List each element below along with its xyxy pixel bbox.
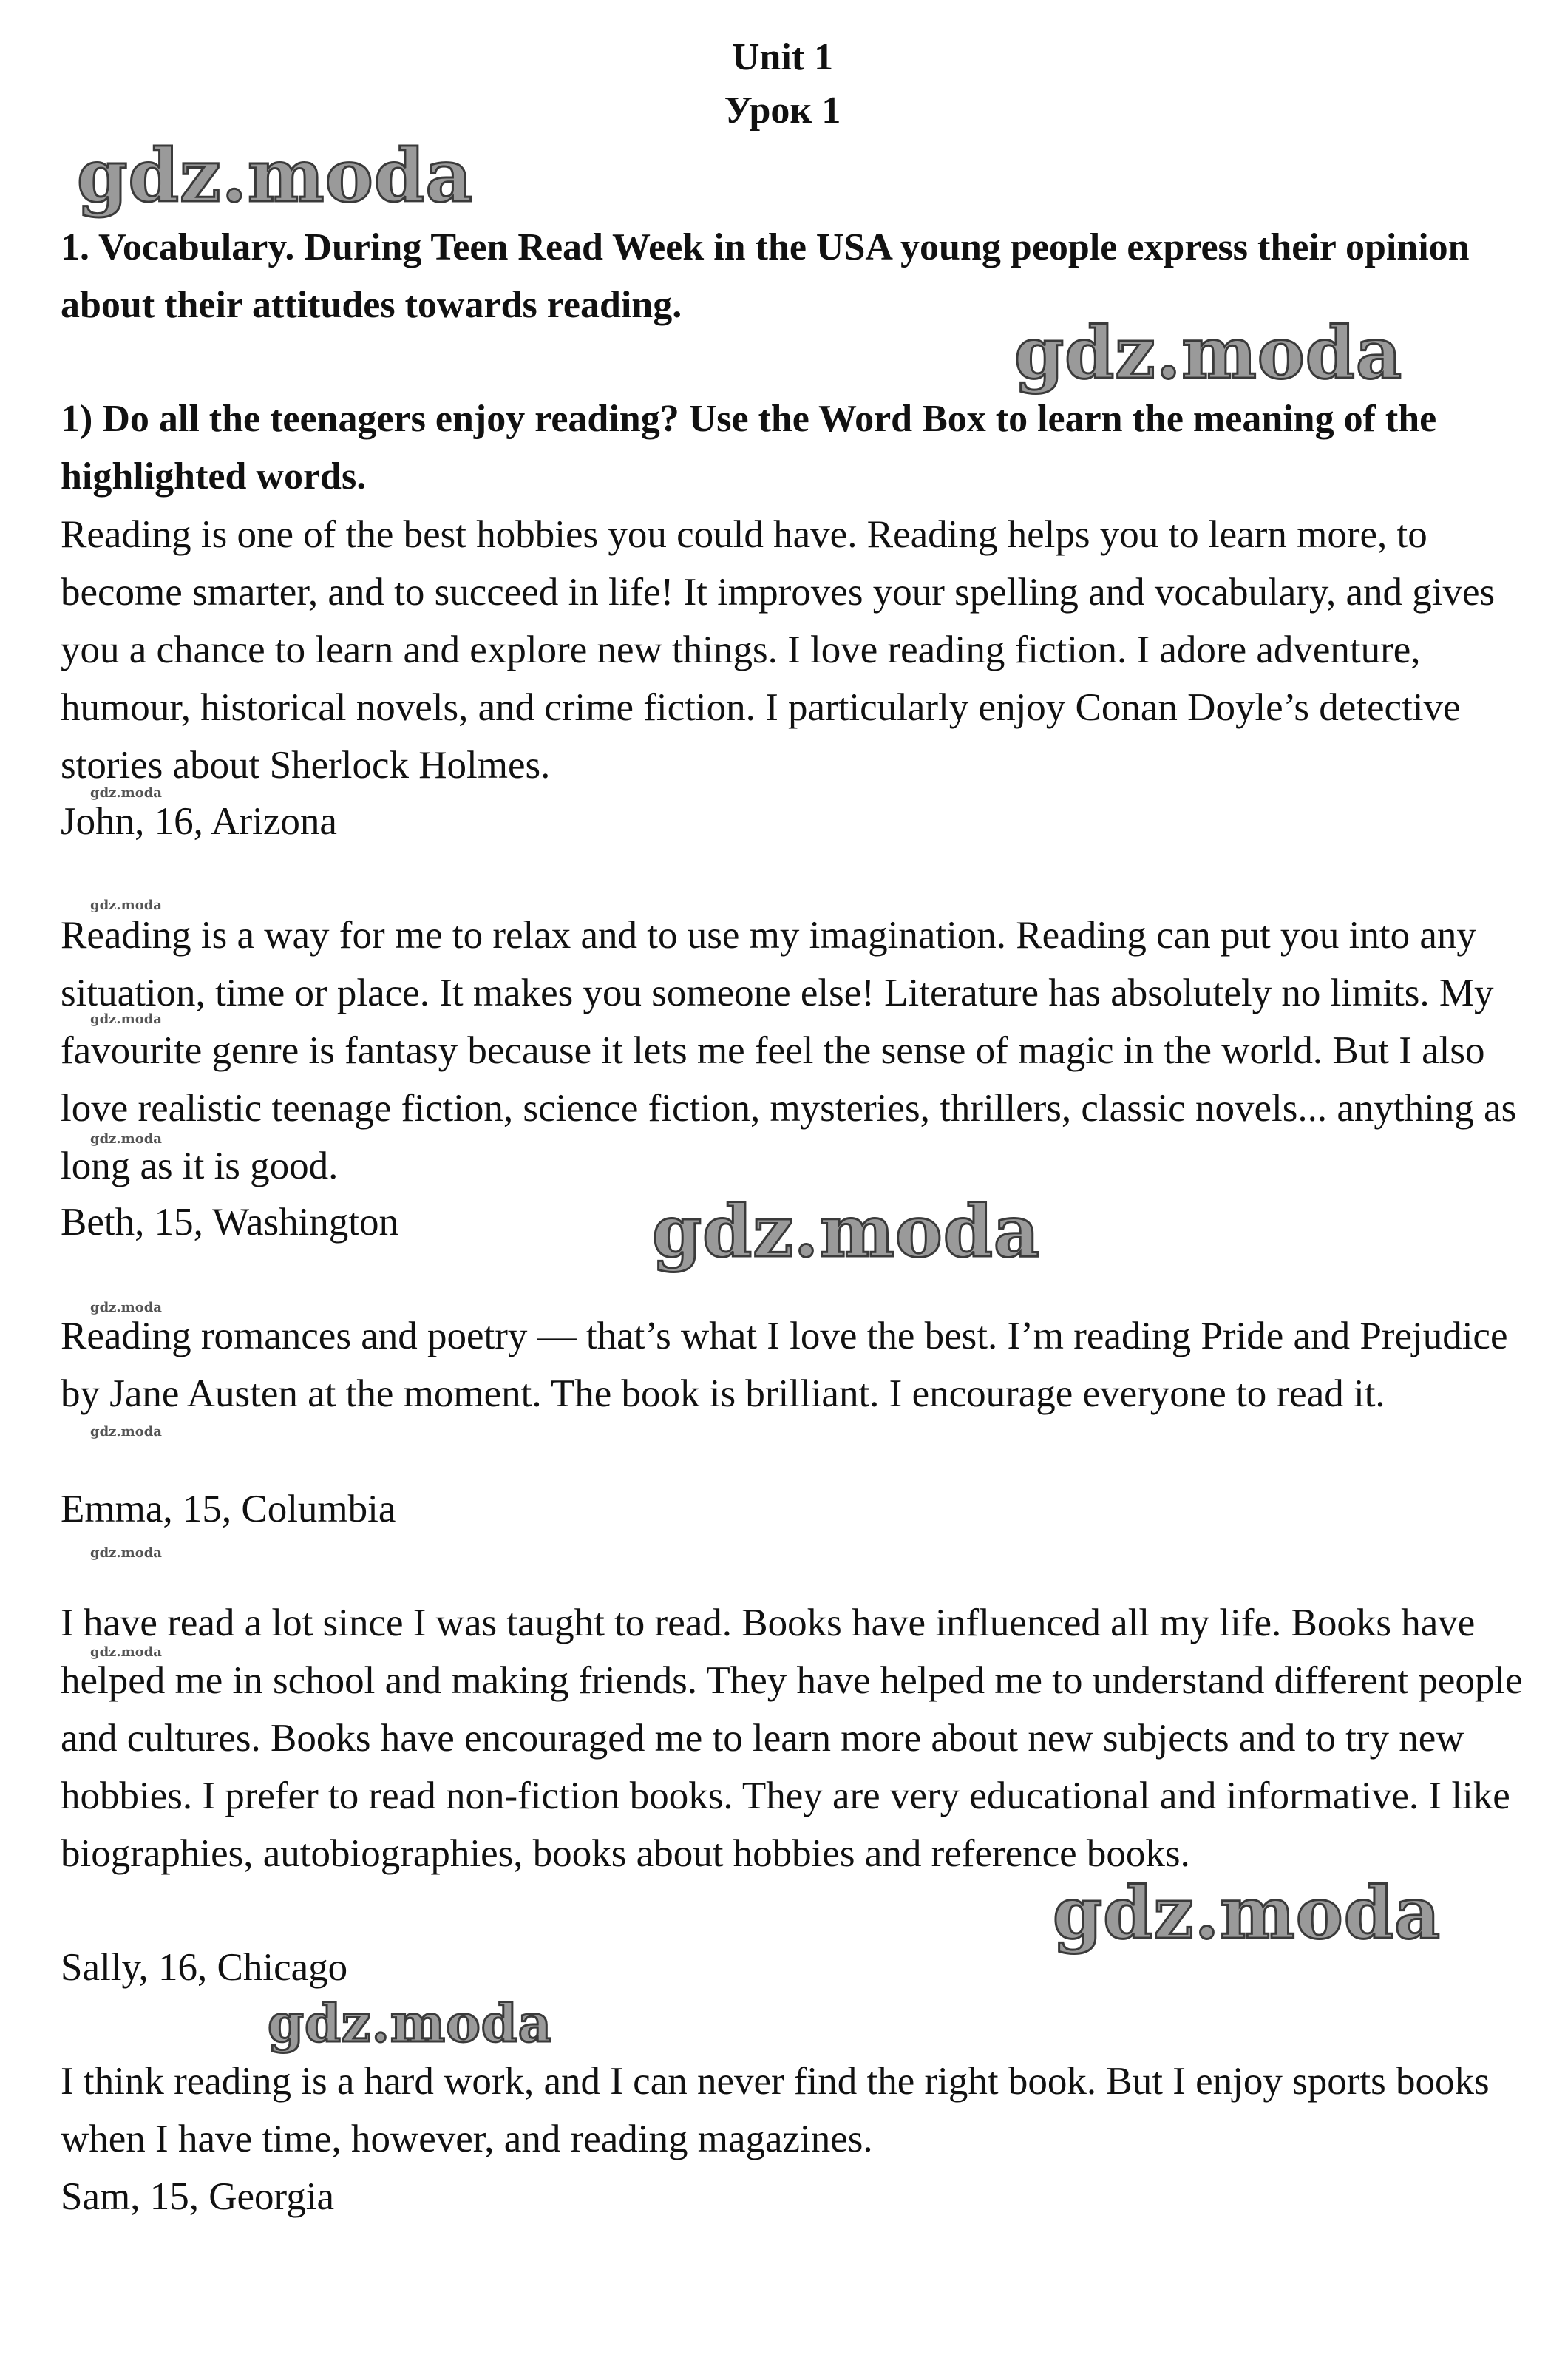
entry-text: Reading romances and poetry — that’s what I love the best. I’m reading Pride and Prejudice by Jane Austen at the moment. The book is brilliant. I encourage everyone to read it. [61, 1315, 1508, 1415]
watermark: gdz.moda [1053, 1871, 1442, 1955]
entry-text: Reading is one of the best hobbies you could have. Reading helps you to learn more, to become smarter, and to succeed in life! It improves your spelling and vocabulary, and gives you a chance to learn and explore new things. I love reading fiction. I adore adventure, humour, historical novels, and crime fiction. I particularly enjoy Conan Doyle’s detective stories about Sherlock Holmes. [61, 513, 1496, 787]
watermark-small: gdz.moda [90, 1545, 162, 1561]
task-heading: 1. Vocabulary. During Teen Read Week in the USA young people express their opinion about their attitudes towards reading. [61, 226, 1470, 326]
watermark-small: gdz.moda [90, 1644, 162, 1660]
watermark-small: gdz.moda [90, 1131, 162, 1147]
watermark: gdz.moda [652, 1190, 1041, 1273]
watermark-small: gdz.moda [90, 898, 162, 913]
entry-text: Reading is a way for me to relax and to use my imagination. Reading can put you into any situation, time or place. It makes you someone else! Literature has absolutely no limits. My favourite genre is fantasy because it lets me feel the sense of magic in the world. But I also love realistic teenage fiction, science fiction, mysteries, thrillers, classic novels... anything as long as it is good. [61, 914, 1517, 1187]
entry-author: Emma, 15, Columbia [61, 1488, 396, 1530]
watermark-small: gdz.moda [90, 1424, 162, 1440]
watermark: gdz.moda [268, 1993, 553, 2054]
entry-author: Sam, 15, Georgia [61, 2175, 334, 2218]
entry-author: Sally, 16, Chicago [61, 1946, 348, 1989]
watermark: gdz.moda [77, 134, 473, 219]
lesson-title: Урок 1 [724, 89, 841, 132]
watermark-small: gdz.moda [90, 1300, 162, 1315]
entry-author: John, 16, Arizona [61, 800, 337, 843]
watermark: gdz.moda [1014, 311, 1403, 395]
entry-text: I think reading is a hard work, and I can never find the right book. But I enjoy sports books when I have time, however, and reading magazines. [61, 2060, 1490, 2160]
watermark-small: gdz.moda [90, 785, 162, 801]
unit-title: Unit 1 [731, 36, 834, 78]
watermark-small: gdz.moda [90, 1011, 162, 1027]
entry-author: Beth, 15, Washington [61, 1201, 399, 1244]
task-subheading: 1) Do all the teenagers enjoy reading? Use the Word Box to learn the meaning of the highlighted words. [61, 398, 1437, 498]
entry-text: I have read a lot since I was taught to read. Books have influenced all my life. Books have helped me in school and making friends. They have helped me to understand different people and cultures. Books have encouraged me to learn more about new subjects and to try new hobbies. I prefer to read non-fiction books. They are very educational and informative. I like biographies, autobiographies, books about hobbies and reference books. [61, 1601, 1523, 1875]
